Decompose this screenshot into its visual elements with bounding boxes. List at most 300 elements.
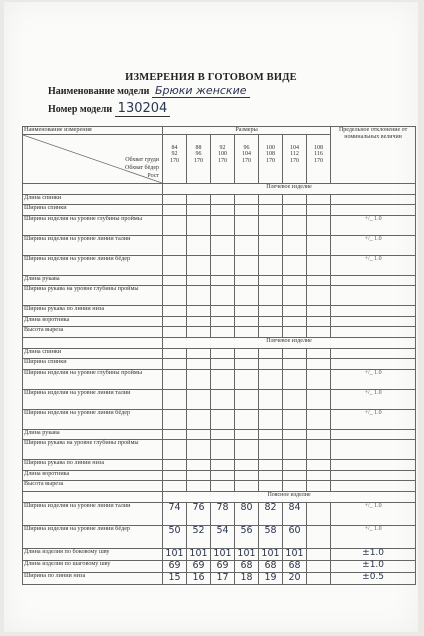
measurement-value <box>259 429 283 440</box>
axis-label-height: Рост <box>147 172 159 179</box>
section-title: Плечевое изделие <box>163 337 416 348</box>
size-column-6 <box>307 134 331 183</box>
size-value: 88 <box>195 144 202 151</box>
measurement-value: 78 <box>211 502 235 525</box>
measurement-value: 69 <box>211 560 235 572</box>
size-value: 104 <box>242 151 251 158</box>
section-title: Плечевое изделие <box>163 183 416 194</box>
measurement-value <box>235 470 259 481</box>
size-value: 100 <box>218 151 227 158</box>
measurement-value <box>307 316 331 327</box>
measurement-value <box>163 327 187 338</box>
measurement-value: 50 <box>163 525 187 548</box>
measurement-value <box>307 470 331 481</box>
page-title: ИЗМЕРЕНИЯ В ГОТОВОМ ВИДЕ <box>125 72 297 83</box>
measurement-value <box>235 429 259 440</box>
measurement-value <box>307 275 331 286</box>
measurement-value <box>163 409 187 429</box>
size-value: 96 <box>195 151 202 158</box>
measurement-value: 76 <box>187 502 211 525</box>
measurement-row <box>23 205 416 216</box>
model-name-label: Наименование модели <box>48 86 150 97</box>
measurement-value: 15 <box>163 572 187 584</box>
measurement-name: Ширина изделия на уровне линии бёдер <box>23 525 163 548</box>
measurement-value <box>163 460 187 471</box>
tolerance-value: +/_ 1.0 <box>331 255 416 275</box>
measurement-value <box>163 194 187 205</box>
measurement-value <box>163 306 187 317</box>
size-value: 170 <box>314 158 324 164</box>
size-value: 108 <box>314 144 324 151</box>
size-column-0 <box>163 134 187 183</box>
measurement-value <box>307 409 331 429</box>
measurement-value <box>307 369 331 389</box>
measurement-value: 18 <box>235 572 259 584</box>
measurement-value <box>283 460 307 471</box>
tolerance-value: +/_ 1.0 <box>331 409 416 429</box>
measurement-value <box>187 440 211 460</box>
measurement-value: 58 <box>259 525 283 548</box>
measurement-value <box>163 255 187 275</box>
size-value: 116 <box>314 151 323 158</box>
measurement-value <box>283 316 307 327</box>
model-name-line <box>48 84 250 97</box>
size-value: 170 <box>290 158 299 164</box>
measurement-value <box>235 369 259 389</box>
size-value: 170 <box>194 158 203 164</box>
measurement-value: 101 <box>187 548 211 560</box>
measurement-value: 101 <box>235 548 259 560</box>
measurement-name: Длина спинки <box>23 194 163 205</box>
measurement-value: 54 <box>211 525 235 548</box>
measurement-value <box>283 369 307 389</box>
measurement-name: Длина воротника <box>23 470 163 481</box>
size-value: 96 <box>243 144 250 151</box>
tolerance-value <box>331 316 416 327</box>
measurement-value <box>235 215 259 235</box>
measurement-value <box>211 194 235 205</box>
measurement-row <box>23 275 416 286</box>
measurement-name: Высота выреза <box>23 481 163 492</box>
measurement-value <box>307 560 331 572</box>
measurement-row <box>23 572 416 584</box>
measurement-value <box>187 306 211 317</box>
size-column-5 <box>283 134 307 183</box>
measurement-value <box>163 470 187 481</box>
measurement-value <box>211 255 235 275</box>
measurement-value <box>259 389 283 409</box>
measurement-value: 68 <box>283 560 307 572</box>
measurement-value <box>307 525 331 548</box>
tolerance-value <box>331 348 416 359</box>
size-value: 170 <box>170 158 179 164</box>
measurement-value <box>187 316 211 327</box>
measurement-value: 80 <box>235 502 259 525</box>
measurement-value <box>283 359 307 370</box>
measurement-value <box>187 460 211 471</box>
size-column-4 <box>259 134 283 183</box>
tolerance-value <box>331 275 416 286</box>
measurement-value <box>307 359 331 370</box>
measurement-value <box>307 502 331 525</box>
measurement-value <box>259 481 283 492</box>
measurement-value <box>259 460 283 471</box>
measurement-value <box>283 389 307 409</box>
measurements-table <box>22 126 416 585</box>
measurement-value <box>163 440 187 460</box>
measurement-value <box>307 306 331 317</box>
section-spacer-cell <box>23 491 163 502</box>
measurement-row <box>23 255 416 275</box>
measurement-row <box>23 286 416 306</box>
measurement-name: Высота выреза <box>23 327 163 338</box>
measurement-value <box>235 481 259 492</box>
measurement-row <box>23 548 416 560</box>
measurement-value <box>211 460 235 471</box>
measurement-value <box>307 327 331 338</box>
measurement-value <box>283 327 307 338</box>
measurement-value <box>307 205 331 216</box>
measurement-value <box>187 275 211 286</box>
measurement-value: 101 <box>283 548 307 560</box>
tolerance-value <box>331 481 416 492</box>
measurement-value <box>163 205 187 216</box>
tolerance-value <box>331 359 416 370</box>
measurement-value <box>307 429 331 440</box>
measurement-value <box>259 409 283 429</box>
measurement-row <box>23 306 416 317</box>
measurement-value <box>259 235 283 255</box>
size-value: 112 <box>290 151 299 158</box>
tolerance-value <box>331 286 416 306</box>
tolerance-value: +/_ 1.0 <box>331 525 416 548</box>
measurement-value: 68 <box>259 560 283 572</box>
measurement-value <box>235 440 259 460</box>
measurement-value <box>163 235 187 255</box>
measurement-value <box>235 306 259 317</box>
tolerance-value <box>331 194 416 205</box>
measurement-value <box>163 286 187 306</box>
model-number-value: 130204 <box>115 101 171 117</box>
measurement-value <box>259 359 283 370</box>
measurement-row <box>23 560 416 572</box>
measurement-value <box>187 255 211 275</box>
col-sizes-header: Размеры <box>163 127 331 135</box>
measurement-value <box>283 235 307 255</box>
measurement-value <box>259 286 283 306</box>
measurement-value <box>283 348 307 359</box>
diagonal-header-cell <box>23 134 163 183</box>
section-spacer-cell <box>23 183 163 194</box>
measurement-name: Ширина спинки <box>23 359 163 370</box>
model-name-value: Брюки женские <box>152 84 250 98</box>
measurement-row <box>23 194 416 205</box>
tolerance-value <box>331 460 416 471</box>
col-name-header: Наименование измерения <box>23 127 163 135</box>
measurement-value <box>211 215 235 235</box>
measurement-value <box>187 194 211 205</box>
measurement-value <box>235 348 259 359</box>
measurement-value <box>283 194 307 205</box>
tolerance-value: +/_ 1.0 <box>331 502 416 525</box>
section-header-row <box>23 183 416 194</box>
size-value: 84 <box>171 144 178 151</box>
measurement-value <box>211 327 235 338</box>
measurement-value <box>163 275 187 286</box>
measurement-value <box>259 348 283 359</box>
measurement-value <box>163 389 187 409</box>
section-spacer-cell <box>23 337 163 348</box>
measurement-value: 101 <box>211 548 235 560</box>
measurement-value <box>235 327 259 338</box>
measurement-value <box>307 548 331 560</box>
measurement-value <box>163 316 187 327</box>
model-number-label: Номер модели <box>48 104 113 115</box>
measurement-name: Ширина изделия на уровне глубины проймы <box>23 215 163 235</box>
measurement-value: 69 <box>163 560 187 572</box>
tolerance-value: +/_ 1.0 <box>331 215 416 235</box>
measurement-row <box>23 460 416 471</box>
section-header-row <box>23 491 416 502</box>
measurement-value: 101 <box>259 548 283 560</box>
size-value: 170 <box>218 158 227 164</box>
size-value: 104 <box>290 144 299 151</box>
measurement-value <box>259 327 283 338</box>
measurement-value <box>307 215 331 235</box>
measurement-row <box>23 440 416 460</box>
measurement-value <box>163 215 187 235</box>
measurement-value <box>283 306 307 317</box>
size-value: 92 <box>219 144 226 151</box>
measurement-value: 56 <box>235 525 259 548</box>
measurement-value <box>187 215 211 235</box>
measurement-value <box>259 215 283 235</box>
measurement-value <box>283 255 307 275</box>
measurement-value <box>163 429 187 440</box>
size-column-1 <box>187 134 211 183</box>
measurement-value: 17 <box>211 572 235 584</box>
measurement-value <box>307 460 331 471</box>
tolerance-value: ±0.5 <box>331 572 416 584</box>
measurement-value <box>187 369 211 389</box>
measurement-value: 60 <box>283 525 307 548</box>
measurement-value <box>259 316 283 327</box>
measurement-value <box>163 359 187 370</box>
measurement-value <box>283 215 307 235</box>
size-value: 170 <box>242 158 251 164</box>
measurement-value <box>259 306 283 317</box>
size-value: 100 <box>266 144 275 151</box>
measurement-value <box>211 429 235 440</box>
measurement-name: Длина рукава <box>23 275 163 286</box>
size-column-3 <box>235 134 259 183</box>
measurement-value <box>259 369 283 389</box>
measurement-value <box>211 369 235 389</box>
measurement-value <box>235 275 259 286</box>
measurement-value <box>187 348 211 359</box>
measurement-value: 74 <box>163 502 187 525</box>
measurement-value <box>283 205 307 216</box>
measurement-value <box>283 409 307 429</box>
measurement-value <box>187 409 211 429</box>
measurement-value: 16 <box>187 572 211 584</box>
tolerance-value: +/_ 1.0 <box>331 389 416 409</box>
measurement-value <box>187 235 211 255</box>
tolerance-value <box>331 470 416 481</box>
measurement-value <box>211 389 235 409</box>
measurement-name: Ширина изделия на уровне линии бёдер <box>23 409 163 429</box>
measurement-value <box>163 369 187 389</box>
measurement-value <box>211 440 235 460</box>
measurement-value <box>283 481 307 492</box>
measurement-row <box>23 502 416 525</box>
measurement-row <box>23 525 416 548</box>
measurement-row <box>23 316 416 327</box>
measurement-name: Ширина спинки <box>23 205 163 216</box>
section-title: Поясное изделие <box>163 491 416 502</box>
measurement-row <box>23 429 416 440</box>
col-tolerance-header: Предельное отклонение от номинальных величин <box>331 127 416 184</box>
measurement-value <box>259 440 283 460</box>
size-value: 108 <box>266 151 275 158</box>
tolerance-value: +/_ 1.0 <box>331 369 416 389</box>
measurement-value <box>211 481 235 492</box>
measurement-value <box>235 316 259 327</box>
measurement-row <box>23 409 416 429</box>
measurement-value <box>187 286 211 306</box>
size-value: 170 <box>266 158 275 164</box>
measurement-value <box>235 460 259 471</box>
measurement-value <box>187 359 211 370</box>
measurement-row <box>23 369 416 389</box>
measurement-value <box>235 235 259 255</box>
measurement-value: 82 <box>259 502 283 525</box>
measurement-value: 20 <box>283 572 307 584</box>
measurement-value <box>187 205 211 216</box>
measurement-value <box>235 389 259 409</box>
measurement-value <box>283 286 307 306</box>
measurement-value <box>235 409 259 429</box>
measurement-value <box>259 470 283 481</box>
measurement-value <box>211 348 235 359</box>
axis-label-hips: Обхват бёдер <box>125 164 159 171</box>
measurement-value <box>307 389 331 409</box>
measurement-value <box>283 470 307 481</box>
tolerance-value <box>331 205 416 216</box>
measurement-value <box>235 205 259 216</box>
measurement-value <box>235 359 259 370</box>
measurement-name: Длина рукава <box>23 429 163 440</box>
measurement-value <box>187 481 211 492</box>
size-value: 92 <box>171 151 178 158</box>
size-column-2 <box>211 134 235 183</box>
tolerance-value <box>331 440 416 460</box>
measurement-value <box>211 316 235 327</box>
measurement-value <box>307 572 331 584</box>
measurement-name: Ширина по линии низа <box>23 572 163 584</box>
measurement-value <box>283 429 307 440</box>
measurement-value <box>307 235 331 255</box>
measurement-value <box>211 359 235 370</box>
measurement-name: Ширина рукава на уровне глубины проймы <box>23 440 163 460</box>
measurement-value <box>163 348 187 359</box>
measurement-value <box>211 275 235 286</box>
measurement-name: Ширина рукава по линии низа <box>23 306 163 317</box>
measurement-value <box>211 286 235 306</box>
measurement-name: Длина изделия по шаговому шву <box>23 560 163 572</box>
measurement-name: Ширина изделия на уровне линии талии <box>23 389 163 409</box>
measurement-row <box>23 481 416 492</box>
axis-label-chest: Обхват груди <box>125 156 159 163</box>
measurement-value <box>235 194 259 205</box>
measurement-name: Длина изделия по боковому шву <box>23 548 163 560</box>
measurement-row <box>23 235 416 255</box>
measurement-value: 84 <box>283 502 307 525</box>
measurement-name: Ширина рукава по линии низа <box>23 460 163 471</box>
measurement-name: Ширина изделия на уровне линии талии <box>23 502 163 525</box>
measurement-value <box>259 194 283 205</box>
tolerance-value <box>331 306 416 317</box>
measurement-value: 101 <box>163 548 187 560</box>
measurement-value <box>211 470 235 481</box>
measurement-value <box>307 348 331 359</box>
measurement-row <box>23 215 416 235</box>
header-row <box>23 127 416 135</box>
measurement-value <box>235 255 259 275</box>
measurement-row <box>23 470 416 481</box>
measurement-value <box>211 235 235 255</box>
measurement-row <box>23 348 416 359</box>
measurement-value: 19 <box>259 572 283 584</box>
measurement-value <box>307 440 331 460</box>
tolerance-value: ±1.0 <box>331 548 416 560</box>
document-sheet <box>4 2 418 632</box>
measurement-name: Длина спинки <box>23 348 163 359</box>
measurement-value <box>259 275 283 286</box>
measurement-value <box>259 255 283 275</box>
measurement-row <box>23 327 416 338</box>
measurement-value <box>307 481 331 492</box>
measurement-value: 52 <box>187 525 211 548</box>
tolerance-value <box>331 327 416 338</box>
measurement-value <box>187 327 211 338</box>
measurement-row <box>23 389 416 409</box>
measurement-name: Ширина изделия на уровне линии бёдер <box>23 255 163 275</box>
measurement-name: Ширина рукава на уровне глубины проймы <box>23 286 163 306</box>
measurement-value <box>283 275 307 286</box>
measurement-value <box>211 205 235 216</box>
measurement-value <box>211 409 235 429</box>
measurement-value <box>187 429 211 440</box>
measurement-value <box>283 440 307 460</box>
model-number-line <box>48 101 170 116</box>
measurement-row <box>23 359 416 370</box>
measurement-value <box>235 286 259 306</box>
measurement-value <box>163 481 187 492</box>
measurement-name: Ширина изделия на уровне глубины проймы <box>23 369 163 389</box>
measurement-value <box>307 194 331 205</box>
measurement-value <box>211 306 235 317</box>
tolerance-value: +/_ 1.0 <box>331 235 416 255</box>
measurement-name: Ширина изделия на уровне линии талии <box>23 235 163 255</box>
measurement-value: 68 <box>235 560 259 572</box>
measurement-value <box>307 286 331 306</box>
tolerance-value <box>331 429 416 440</box>
measurement-value <box>187 470 211 481</box>
measurement-value: 69 <box>187 560 211 572</box>
measurement-value <box>187 389 211 409</box>
section-header-row <box>23 337 416 348</box>
